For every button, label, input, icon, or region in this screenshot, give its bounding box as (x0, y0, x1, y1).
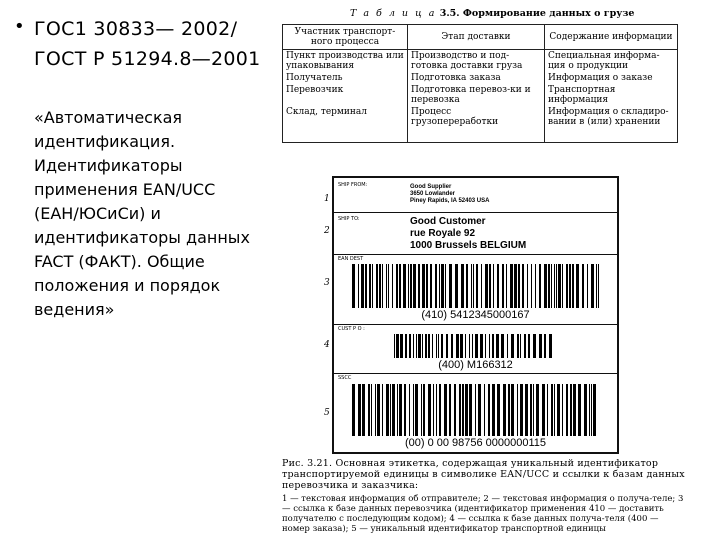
barcode-bar (466, 264, 468, 308)
barcode-bar (396, 334, 399, 358)
barcode-bar (533, 384, 534, 436)
barcode-bar (576, 264, 579, 308)
barcode-bar (547, 384, 548, 436)
barcode-bar (465, 334, 466, 358)
barcode-bar (527, 264, 528, 308)
barcode-bar (444, 384, 447, 436)
barcode-bar (352, 384, 355, 436)
barcode-bar (426, 264, 428, 308)
table-cell: Подготовка заказа (408, 72, 545, 84)
standard-title: ГОС1 30833— 2002/ГОСТ Р 51294.8—2001 (34, 18, 261, 70)
barcode-bar (530, 384, 532, 436)
section-number: 4 (324, 340, 330, 350)
table-caption-title: Формирование данных о грузе (462, 8, 635, 19)
barcode-bar (503, 384, 506, 436)
table-cell: Процесс грузопереработки (408, 106, 545, 143)
table-cell: Подготовка перевоз-ки и перевозка (408, 84, 545, 106)
barcode-bar (598, 264, 599, 308)
scanned-page (270, 0, 720, 540)
barcode-bar (570, 384, 572, 436)
barcode-bar (413, 264, 416, 308)
table-header-cell: Этап доставки (408, 25, 545, 50)
barcode-bar (369, 264, 371, 308)
sender-block (410, 184, 489, 205)
barcode-bar (375, 384, 376, 436)
barcode-bar (379, 264, 381, 308)
barcode-bar (497, 264, 499, 308)
barcode-bar (544, 264, 547, 308)
barcode-bar (518, 264, 520, 308)
barcode-bar (449, 384, 451, 436)
barcode-bar (554, 264, 555, 308)
barcode-bar (397, 384, 398, 436)
barcode-ean-dest (352, 264, 600, 308)
barcode-bar (542, 384, 545, 436)
barcode-bar (544, 334, 546, 358)
ean-dest-label: EAN DEST (338, 256, 364, 262)
barcode-bar (485, 264, 488, 308)
section-number: 1 (324, 194, 330, 204)
barcode-bar (388, 264, 389, 308)
figure-caption-block (282, 458, 687, 534)
barcode-bar (496, 334, 499, 358)
barcode-bar (572, 264, 574, 308)
barcode-bar (459, 384, 461, 436)
table-header-cell: Содержание информации (545, 25, 678, 50)
barcode-bar (404, 384, 406, 436)
barcode-bar (415, 384, 418, 436)
barcode-bar (473, 264, 474, 308)
sender-name: Good Supplier (410, 184, 452, 190)
barcode-cust-po (394, 334, 554, 358)
barcode-bar (489, 334, 490, 358)
barcode-bar (506, 264, 507, 308)
barcode-bar (361, 264, 364, 308)
barcode-bar (441, 334, 443, 358)
barcode-bar (514, 264, 517, 308)
barcode-bar (376, 264, 378, 308)
barcode-bar (507, 334, 508, 358)
barcode-bar (492, 334, 494, 358)
barcode-bar (508, 384, 510, 436)
barcode-bar (475, 384, 476, 436)
table-cell: Информация о складиро-вании в (или) хранении (545, 106, 678, 143)
barcode-bar (551, 264, 552, 308)
table-cell: Перевозчик (283, 84, 408, 106)
figure-caption: Рис. 3.21. Основная этикетка, содержащая уникальный идентификатор транспортируемой единицы в символике EAN/UCC и ссылки к базам данных перевозчика и заказчика: (282, 458, 685, 491)
barcode-bar (524, 334, 526, 358)
barcode-bar (405, 334, 407, 358)
barcode-bar (517, 334, 519, 358)
barcode-bar (596, 264, 597, 308)
barcode-bar (449, 264, 452, 308)
barcode-bar (511, 334, 514, 358)
barcode-bar (485, 334, 486, 358)
barcode-bar (528, 334, 530, 358)
barcode-bar (438, 334, 439, 358)
barcode-bar (533, 334, 536, 358)
barcode-bar (554, 384, 555, 436)
barcode-bar (368, 384, 370, 436)
barcode-bar (549, 334, 552, 358)
barcode-bar (382, 384, 383, 436)
barcode-bar (436, 334, 437, 358)
table-caption-number: 3.5. (439, 8, 460, 19)
divider (334, 254, 617, 255)
barcode-bar (392, 384, 395, 436)
barcode-bar (409, 334, 411, 358)
barcode-bar (428, 334, 430, 358)
section-number: 2 (324, 226, 330, 236)
barcode-bar (435, 264, 437, 308)
barcode-bar (511, 384, 514, 436)
data-table (282, 24, 678, 143)
barcode-bar (413, 384, 414, 436)
barcode-bar (352, 264, 355, 308)
table-cell: Информация о заказе (545, 72, 678, 84)
barcode-bar (436, 384, 437, 436)
shipping-label (324, 176, 619, 454)
barcode-bar (454, 384, 456, 436)
barcode-bar (556, 264, 557, 308)
barcode-bar (535, 264, 536, 308)
barcode-bar (422, 334, 423, 358)
barcode-bar (430, 264, 432, 308)
table-row (283, 84, 678, 106)
barcode-bar (484, 384, 485, 436)
barcode-bar (471, 264, 472, 308)
table-row (283, 106, 678, 143)
barcode-bar (386, 384, 389, 436)
barcode-bar (493, 264, 494, 308)
barcode-bar (520, 334, 521, 358)
barcode-bar (460, 334, 463, 358)
recipient-name: Good Customer (410, 216, 486, 227)
barcode-bar (399, 264, 401, 308)
table-row (283, 72, 678, 84)
table-cell: Пункт производства или упаковывания (283, 50, 408, 73)
barcode-bar (418, 334, 421, 358)
barcode-bar (358, 384, 361, 436)
barcode-bar (409, 384, 410, 436)
barcode-bar (428, 384, 431, 436)
barcode-bar (469, 384, 472, 436)
barcode-bar (582, 264, 584, 308)
recipient-city: 1000 Brussels BELGIUM (410, 240, 527, 251)
table-cell: Транспортная информация (545, 84, 678, 106)
barcode-bar (475, 334, 478, 358)
barcode-bar (462, 384, 464, 436)
barcode-ean-dest-text: (410) 5412345000167 (421, 309, 530, 321)
barcode-cust-po-text: (400) M166312 (438, 359, 513, 371)
barcode-bar (562, 264, 563, 308)
barcode-bar (539, 264, 541, 308)
barcode-bar (525, 384, 528, 436)
barcode-bar (548, 264, 550, 308)
barcode-bar (439, 384, 441, 436)
barcode-bar (410, 264, 412, 308)
ship-to-label: SHIP TO: (338, 216, 360, 222)
barcode-bar (421, 384, 422, 436)
table-cell: Склад, терминал (283, 106, 408, 143)
divider (334, 212, 617, 213)
sscc-label: SSCC (338, 375, 352, 381)
barcode-bar (476, 264, 478, 308)
section-number: 3 (324, 278, 330, 288)
barcode-bar (392, 264, 393, 308)
barcode-bar (386, 264, 387, 308)
barcode-bar (445, 264, 446, 308)
standard-description: «Автоматическая идентификация. Идентификаторы применения EAN/UCC (ЕАН/ЮСиСи) и идентификаторы данных FACT (ФАКТ). Общие положения и порядок ведения» (34, 108, 250, 319)
barcode-bar (441, 264, 444, 308)
barcode-bar (573, 384, 576, 436)
barcode-bar (566, 384, 568, 436)
barcode-bar (433, 384, 434, 436)
table-row (283, 50, 678, 73)
barcode-bar (478, 384, 481, 436)
barcode-bar (558, 264, 561, 308)
barcode-bar (539, 334, 542, 358)
table-cell: Специальная информа-ция о продукции (545, 50, 678, 73)
barcode-bar (562, 384, 563, 436)
barcode-bar (591, 264, 594, 308)
barcode-bar (439, 264, 440, 308)
barcode-bar (584, 384, 587, 436)
barcode-bar (455, 264, 458, 308)
barcode-bar (362, 384, 365, 436)
barcode-bar (390, 384, 391, 436)
barcode-bar (422, 264, 425, 308)
section-number: 5 (324, 408, 330, 418)
barcode-bar (377, 384, 380, 436)
barcode-bar (461, 264, 464, 308)
barcode-bar (418, 264, 420, 308)
barcode-bar (551, 384, 553, 436)
barcode-bar (371, 384, 372, 436)
table-caption (350, 8, 634, 19)
divider (334, 373, 617, 374)
barcode-bar (578, 384, 581, 436)
sender-city: Piney Rapids, IA 52403 USA (410, 198, 490, 204)
barcode-bar (492, 384, 495, 436)
barcode-bar (497, 384, 500, 436)
barcode-bar (591, 384, 592, 436)
barcode-bar (589, 384, 590, 436)
barcode-bar (489, 264, 491, 308)
cust-po-label: CUST P O : (338, 326, 365, 332)
barcode-bar (557, 384, 560, 436)
barcode-bar (413, 334, 414, 358)
barcode-bar (472, 334, 473, 358)
barcode-bar (517, 384, 518, 436)
barcode-bar (593, 384, 596, 436)
barcode-bar (372, 264, 373, 308)
barcode-bar (451, 334, 453, 358)
table-caption-label: Т а б л и ц а (350, 8, 437, 19)
barcode-bar (396, 264, 398, 308)
recipient-block (410, 216, 526, 252)
barcode-bar (403, 264, 406, 308)
barcode-bar (423, 384, 425, 436)
barcode-bar (465, 384, 468, 436)
divider (334, 324, 617, 325)
barcode-bar (510, 264, 513, 308)
barcode-bar (481, 264, 482, 308)
table-header-cell: Участник транспорт-ного процесса (283, 25, 408, 50)
barcode-bar (587, 264, 588, 308)
bullet-marker: • (14, 16, 25, 37)
barcode-bar (365, 264, 367, 308)
sender-street: 3650 Lowlander (410, 191, 456, 197)
figure-legend: 1 — текстовая информация об отправителе; 2 — текстовая информация о получа-теле; 3 — ссылка к базе данных перевозчика (идентификатор применения 410 — доставить получателю с последующим кодом); 4 — ссылка к базе данных получа-теля (400 — номер заказа); 5 — уникальный идентификатор транспортной единицы (282, 494, 684, 534)
barcode-bar (456, 334, 459, 358)
barcode-bar (522, 264, 524, 308)
table-cell: Производство и под-готовка доставки груза (408, 50, 545, 73)
barcode-sscc (352, 384, 600, 436)
barcode-bar (382, 264, 383, 308)
barcode-sscc-text: (00) 0 00 98756 0000000115 (404, 437, 547, 449)
barcode-bar (536, 384, 539, 436)
barcode-bar (432, 334, 433, 358)
barcode-bar (480, 334, 483, 358)
barcode-bar (502, 264, 504, 308)
barcode-bar (425, 334, 427, 358)
barcode-bar (569, 264, 571, 308)
barcode-bar (394, 334, 395, 358)
barcode-bar (520, 384, 523, 436)
barcode-bar (416, 334, 417, 358)
barcode-bar (501, 334, 504, 358)
barcode-bar (566, 264, 568, 308)
barcode-bar (408, 264, 409, 308)
barcode-bar (358, 264, 359, 308)
barcode-bar (446, 334, 448, 358)
barcode-bar (488, 384, 490, 436)
barcode-bar (399, 384, 402, 436)
table-cell: Получатель (283, 72, 408, 84)
recipient-street: rue Royale 92 (410, 228, 476, 239)
ship-from-label: SHIP FROM: (338, 182, 368, 188)
barcode-bar (469, 334, 470, 358)
barcode-bar (531, 264, 532, 308)
barcode-bar (400, 334, 403, 358)
